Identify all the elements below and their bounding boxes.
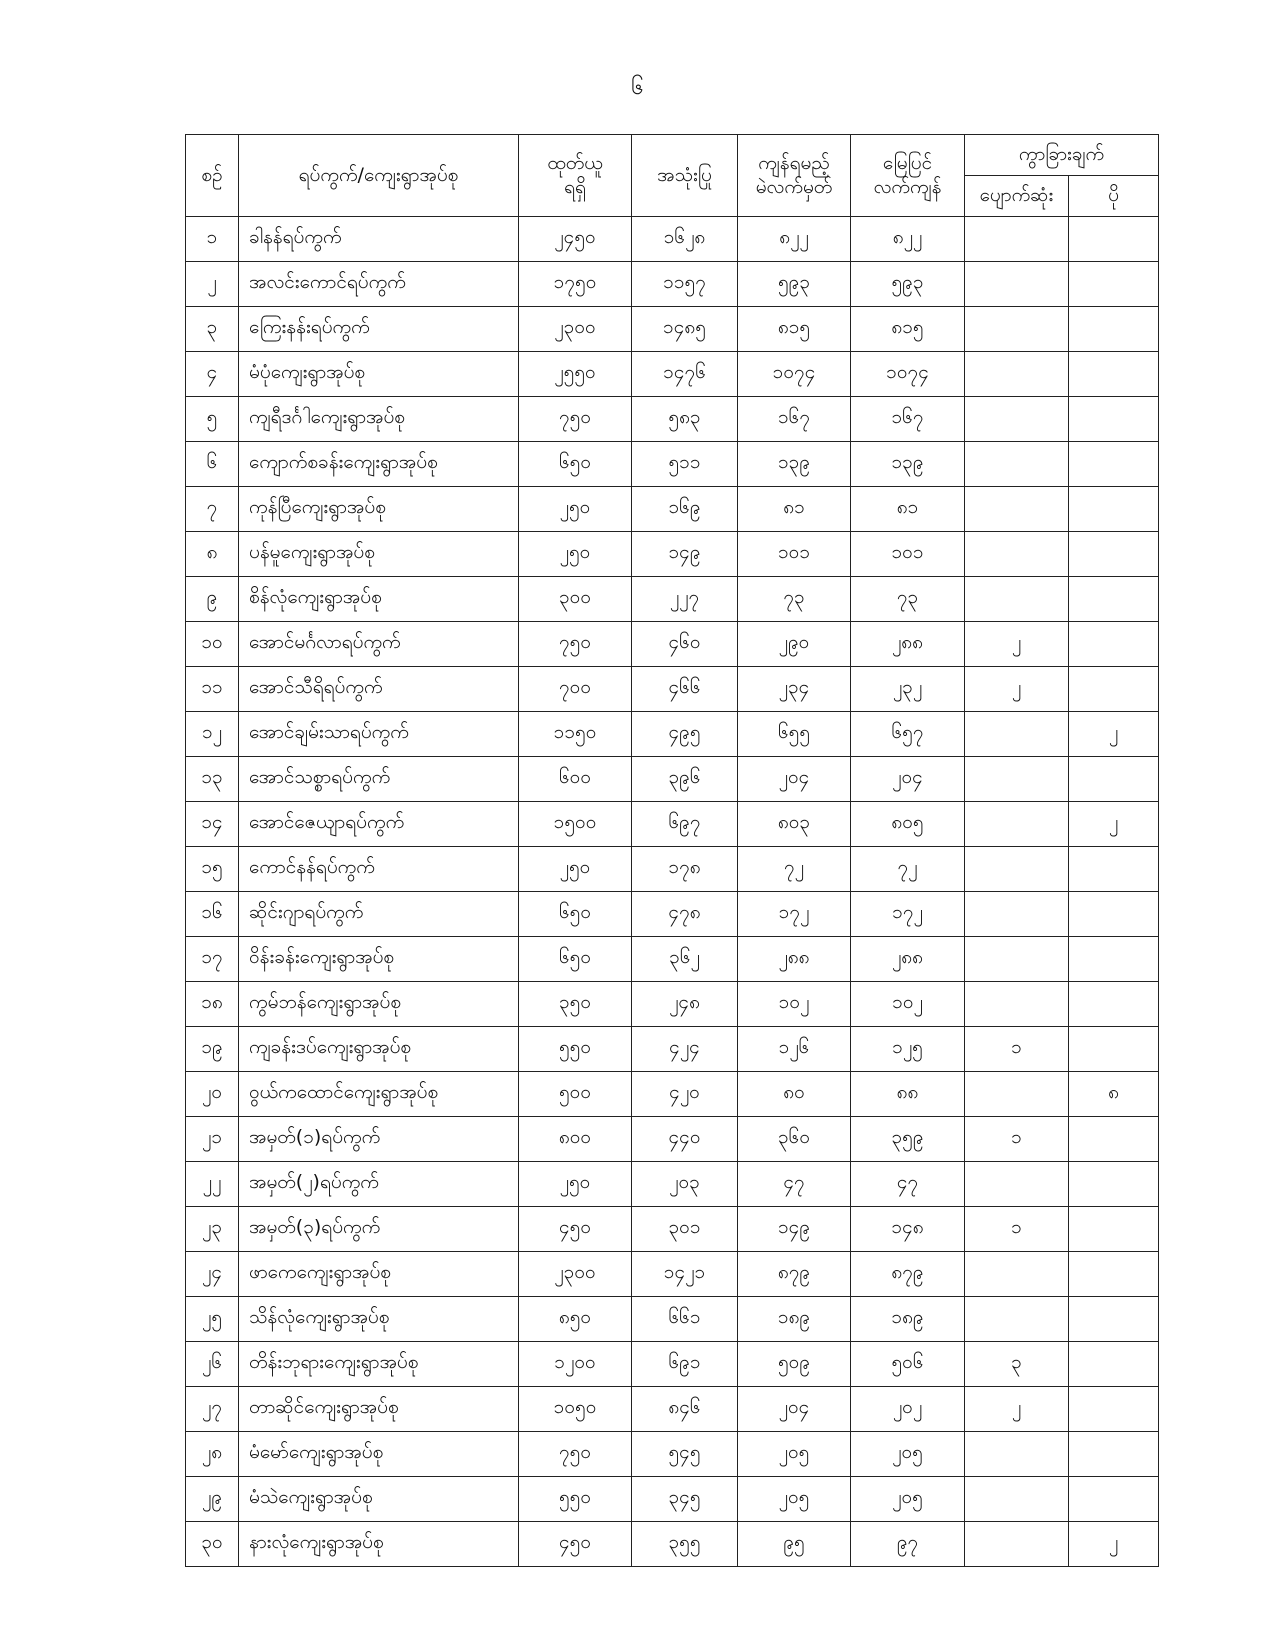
cell-extra: [1069, 1027, 1159, 1072]
table-row: [186, 1297, 1159, 1342]
table-row: [186, 1342, 1159, 1387]
cell-sr: ၂၈: [186, 1432, 239, 1477]
cell-extra: [1069, 577, 1159, 622]
cell-target: ၁၁၅၀: [519, 712, 632, 757]
cell-used: ၄၂၄: [632, 1027, 738, 1072]
cell-remaining: ၇၂: [738, 847, 851, 892]
cell-name: တာဆိုင်ကျေးရွာအုပ်စု: [239, 1387, 519, 1432]
cell-target: ၂၅၀: [519, 847, 632, 892]
cell-remaining: ၈၁: [738, 487, 851, 532]
header-actual-line2: လက်ကျန်: [873, 175, 942, 198]
cell-sr: ၃၀: [186, 1522, 239, 1567]
cell-lost: [965, 487, 1069, 532]
cell-remaining: ၅၉၃: [738, 262, 851, 307]
cell-remaining: ၂၈၈: [738, 937, 851, 982]
cell-name: ကုန်ပြီကျေးရွာအုပ်စု: [239, 487, 519, 532]
ballot-summary-table: [185, 134, 1159, 1567]
cell-extra: [1069, 892, 1159, 937]
cell-target: ၈၅၀: [519, 1297, 632, 1342]
cell-sr: ၂၅: [186, 1297, 239, 1342]
header-difference: ကွာခြားချက်: [965, 135, 1159, 176]
cell-used: ၃၅၅: [632, 1522, 738, 1567]
cell-sr: ၁၂: [186, 712, 239, 757]
cell-remaining: ၉၅: [738, 1522, 851, 1567]
cell-used: ၁၄၈၅: [632, 307, 738, 352]
cell-extra: [1069, 982, 1159, 1027]
cell-actual: ၁၀၁: [851, 532, 965, 577]
cell-extra: [1069, 442, 1159, 487]
cell-name: ကျခန်းဒပ်ကျေးရွာအုပ်စု: [239, 1027, 519, 1072]
cell-target: ၂၅၅၀: [519, 352, 632, 397]
cell-remaining: ၂၃၄: [738, 667, 851, 712]
cell-actual: ၁၆၇: [851, 397, 965, 442]
cell-target: ၃၀၀: [519, 577, 632, 622]
cell-remaining: ၂၉၀: [738, 622, 851, 667]
cell-extra: [1069, 1117, 1159, 1162]
cell-extra: [1069, 487, 1159, 532]
cell-name: အောင်သီရိရပ်ကွက်: [239, 667, 519, 712]
cell-extra: [1069, 217, 1159, 262]
cell-used: ၁၆၉: [632, 487, 738, 532]
cell-target: ၅၅၀: [519, 1027, 632, 1072]
cell-used: ၃၉၆: [632, 757, 738, 802]
cell-lost: [965, 397, 1069, 442]
cell-extra: [1069, 937, 1159, 982]
cell-extra: [1069, 1252, 1159, 1297]
cell-actual: ၈၁: [851, 487, 965, 532]
cell-used: ၁၄၇၆: [632, 352, 738, 397]
cell-actual: ၂၀၅: [851, 1432, 965, 1477]
cell-actual: ၂၃၂: [851, 667, 965, 712]
cell-target: ၂၄၅၀: [519, 217, 632, 262]
cell-sr: ၂၀: [186, 1072, 239, 1117]
cell-target: ၇၀၀: [519, 667, 632, 712]
cell-remaining: ၁၀၇၄: [738, 352, 851, 397]
cell-lost: ၁: [965, 1207, 1069, 1252]
cell-sr: ၂၉: [186, 1477, 239, 1522]
cell-used: ၁၆၂၈: [632, 217, 738, 262]
cell-extra: [1069, 1162, 1159, 1207]
cell-actual: ၈၇၉: [851, 1252, 965, 1297]
cell-target: ၇၅၀: [519, 622, 632, 667]
cell-actual: ၁၀၇၄: [851, 352, 965, 397]
cell-lost: [965, 1477, 1069, 1522]
cell-name: ဝွယ်ကထောင်ကျေးရွာအုပ်စု: [239, 1072, 519, 1117]
cell-used: ၂၄၈: [632, 982, 738, 1027]
cell-name: အောင်ချမ်းသာရပ်ကွက်: [239, 712, 519, 757]
cell-name: အလင်းကောင်ရပ်ကွက်: [239, 262, 519, 307]
cell-remaining: ၆၅၅: [738, 712, 851, 757]
table-row: [186, 937, 1159, 982]
cell-sr: ၉: [186, 577, 239, 622]
table-row: [186, 1117, 1159, 1162]
cell-used: ၁၄၉: [632, 532, 738, 577]
cell-target: ၂၅၀: [519, 532, 632, 577]
cell-actual: ၁၄၈: [851, 1207, 965, 1252]
table-row: [186, 397, 1159, 442]
table-row: [186, 307, 1159, 352]
cell-name: ကွမ်ဘန်ကျေးရွာအုပ်စု: [239, 982, 519, 1027]
table-row: [186, 667, 1159, 712]
cell-remaining: ၄၇: [738, 1162, 851, 1207]
cell-extra: [1069, 757, 1159, 802]
header-remaining: [738, 135, 851, 217]
cell-used: ၃၀၁: [632, 1207, 738, 1252]
cell-target: ၂၃၀၀: [519, 307, 632, 352]
cell-name: အောင်သစ္စာရပ်ကွက်: [239, 757, 519, 802]
cell-used: ၄၉၅: [632, 712, 738, 757]
cell-actual: ၄၇: [851, 1162, 965, 1207]
cell-lost: ၃: [965, 1342, 1069, 1387]
table-row: [186, 757, 1159, 802]
table-row: [186, 262, 1159, 307]
cell-used: ၈၄၆: [632, 1387, 738, 1432]
table-row: [186, 1252, 1159, 1297]
table-row: [186, 1072, 1159, 1117]
cell-lost: ၂: [965, 1387, 1069, 1432]
cell-used: ၄၇၈: [632, 892, 738, 937]
cell-actual: ၂၀၂: [851, 1387, 965, 1432]
cell-used: ၆၆၁: [632, 1297, 738, 1342]
cell-remaining: ၁၀၁: [738, 532, 851, 577]
cell-name: အမှတ်(၂)ရပ်ကွက်: [239, 1162, 519, 1207]
table-row: [186, 1027, 1159, 1072]
cell-name: ဖာကေကျေးရွာအုပ်စု: [239, 1252, 519, 1297]
cell-name: မံမော်ကျေးရွာအုပ်စု: [239, 1432, 519, 1477]
cell-used: ၁၁၅၇: [632, 262, 738, 307]
cell-name: ပန်မူကျေးရွာအုပ်စု: [239, 532, 519, 577]
cell-remaining: ၈၁၅: [738, 307, 851, 352]
cell-extra: ၂: [1069, 802, 1159, 847]
cell-used: ၆၉၇: [632, 802, 738, 847]
cell-extra: [1069, 1207, 1159, 1252]
cell-extra: [1069, 352, 1159, 397]
table-row: [186, 892, 1159, 937]
cell-actual: ၈၂၂: [851, 217, 965, 262]
cell-used: ၃၄၅: [632, 1477, 738, 1522]
table-row: [186, 1477, 1159, 1522]
cell-lost: [965, 757, 1069, 802]
cell-used: ၄၂၀: [632, 1072, 738, 1117]
cell-extra: [1069, 667, 1159, 712]
cell-actual: ၁၈၉: [851, 1297, 965, 1342]
cell-lost: ၁: [965, 1027, 1069, 1072]
cell-extra: ၂: [1069, 712, 1159, 757]
table-row: [186, 352, 1159, 397]
page-number: ၆: [631, 75, 644, 100]
cell-used: ၆၉၁: [632, 1342, 738, 1387]
table-row: [186, 622, 1159, 667]
cell-used: ၁၇၈: [632, 847, 738, 892]
cell-used: ၄၆၆: [632, 667, 738, 712]
cell-actual: ၁၃၉: [851, 442, 965, 487]
cell-lost: [965, 307, 1069, 352]
cell-name: အောင်ဇေယျာရပ်ကွက်: [239, 802, 519, 847]
cell-extra: [1069, 397, 1159, 442]
cell-sr: ၂၆: [186, 1342, 239, 1387]
cell-actual: ၂၈၈: [851, 937, 965, 982]
cell-extra: [1069, 1477, 1159, 1522]
table-header: [186, 135, 1159, 217]
table-row: [186, 1162, 1159, 1207]
cell-target: ၆၅၀: [519, 937, 632, 982]
table-row: [186, 532, 1159, 577]
cell-lost: ၂: [965, 667, 1069, 712]
cell-actual: ၈၀၅: [851, 802, 965, 847]
table-row: [186, 1387, 1159, 1432]
cell-lost: [965, 982, 1069, 1027]
cell-target: ၄၅၀: [519, 1522, 632, 1567]
cell-actual: ၁၂၅: [851, 1027, 965, 1072]
header-used: အသုံးပြု: [632, 135, 738, 217]
cell-target: ၄၅၀: [519, 1207, 632, 1252]
cell-remaining: ၃၆၀: [738, 1117, 851, 1162]
header-target-line2: ရရှိ: [564, 175, 586, 198]
cell-actual: ၈၁၅: [851, 307, 965, 352]
cell-extra: [1069, 622, 1159, 667]
cell-remaining: ၂၀၅: [738, 1477, 851, 1522]
cell-extra: [1069, 262, 1159, 307]
cell-sr: ၈: [186, 532, 239, 577]
cell-actual: ၂၈၈: [851, 622, 965, 667]
cell-used: ၁၄၂၁: [632, 1252, 738, 1297]
cell-lost: [965, 442, 1069, 487]
table-row: [186, 982, 1159, 1027]
cell-sr: ၂: [186, 262, 239, 307]
cell-lost: ၁: [965, 1117, 1069, 1162]
cell-lost: [965, 1432, 1069, 1477]
cell-sr: ၂၄: [186, 1252, 239, 1297]
cell-lost: ၂: [965, 622, 1069, 667]
cell-remaining: ၂၀၄: [738, 1387, 851, 1432]
cell-actual: ၆၅၇: [851, 712, 965, 757]
cell-sr: ၁၈: [186, 982, 239, 1027]
table-row: [186, 442, 1159, 487]
cell-target: ၆၅၀: [519, 442, 632, 487]
cell-actual: ၂၀၅: [851, 1477, 965, 1522]
cell-sr: ၁၅: [186, 847, 239, 892]
cell-name: ကျရီဒင်္ဂါကျေးရွာအုပ်စု: [239, 397, 519, 442]
cell-lost: [965, 1072, 1069, 1117]
cell-lost: [965, 217, 1069, 262]
header-difference-extra: ပို: [1069, 176, 1159, 217]
cell-target: ၆၀၀: [519, 757, 632, 802]
cell-target: ၁၀၅၀: [519, 1387, 632, 1432]
cell-sr: ၆: [186, 442, 239, 487]
table-row: [186, 1522, 1159, 1567]
cell-sr: ၁၆: [186, 892, 239, 937]
cell-name: ခါနန်ရပ်ကွက်: [239, 217, 519, 262]
cell-used: ၄၄၀: [632, 1117, 738, 1162]
cell-actual: ၈၈: [851, 1072, 965, 1117]
cell-target: ၂၃၀၀: [519, 1252, 632, 1297]
cell-name: အောင်မင်္ဂလာရပ်ကွက်: [239, 622, 519, 667]
cell-sr: ၇: [186, 487, 239, 532]
cell-actual: ၃၅၉: [851, 1117, 965, 1162]
cell-lost: [965, 1522, 1069, 1567]
cell-target: ၆၅၀: [519, 892, 632, 937]
cell-target: ၃၅၀: [519, 982, 632, 1027]
cell-lost: [965, 1252, 1069, 1297]
header-remaining-line2: မဲလက်မှတ်: [755, 175, 833, 198]
cell-remaining: ၁၂၆: [738, 1027, 851, 1072]
cell-used: ၂၀၃: [632, 1162, 738, 1207]
cell-remaining: ၈၂၂: [738, 217, 851, 262]
table-row: [186, 217, 1159, 262]
table-body: [186, 217, 1159, 1567]
cell-lost: [965, 847, 1069, 892]
cell-actual: ၇၂: [851, 847, 965, 892]
cell-remaining: ၈၀၃: [738, 802, 851, 847]
cell-remaining: ၁၀၂: [738, 982, 851, 1027]
cell-sr: ၂၁: [186, 1117, 239, 1162]
cell-extra: ၈: [1069, 1072, 1159, 1117]
table-row: [186, 1432, 1159, 1477]
cell-sr: ၂၂: [186, 1162, 239, 1207]
cell-name: မံပုံကျေးရွာအုပ်စု: [239, 352, 519, 397]
cell-target: ၈၀၀: [519, 1117, 632, 1162]
cell-extra: [1069, 1342, 1159, 1387]
cell-remaining: ၇၃: [738, 577, 851, 622]
table-row: [186, 712, 1159, 757]
table-row: [186, 847, 1159, 892]
cell-remaining: ၂၀၄: [738, 757, 851, 802]
cell-name: အမှတ်(၁)ရပ်ကွက်: [239, 1117, 519, 1162]
cell-actual: ၅၉၃: [851, 262, 965, 307]
header-difference-lost: ပျောက်ဆုံး: [965, 176, 1069, 217]
cell-name: ကျောက်စခန်းကျေးရွာအုပ်စု: [239, 442, 519, 487]
cell-sr: ၁၄: [186, 802, 239, 847]
cell-used: ၅၈၃: [632, 397, 738, 442]
cell-lost: [965, 1162, 1069, 1207]
cell-extra: [1069, 532, 1159, 577]
cell-extra: [1069, 1297, 1159, 1342]
cell-name: ဆိုင်းဂျာရပ်ကွက်: [239, 892, 519, 937]
table-row: [186, 577, 1159, 622]
cell-target: ၅၅၀: [519, 1477, 632, 1522]
cell-extra: [1069, 307, 1159, 352]
cell-actual: ၂၀၄: [851, 757, 965, 802]
cell-remaining: ၁၃၉: [738, 442, 851, 487]
header-actual-line1: မြေပြင်: [882, 151, 933, 174]
cell-used: ၄၆၀: [632, 622, 738, 667]
cell-sr: ၄: [186, 352, 239, 397]
cell-name: မံသဲကျေးရွာအုပ်စု: [239, 1477, 519, 1522]
header-target: [519, 135, 632, 217]
cell-target: ၁၂၀၀: [519, 1342, 632, 1387]
cell-remaining: ၈၇၉: [738, 1252, 851, 1297]
cell-used: ၂၂၇: [632, 577, 738, 622]
cell-remaining: ၁၈၉: [738, 1297, 851, 1342]
cell-lost: [965, 802, 1069, 847]
cell-lost: [965, 937, 1069, 982]
cell-name: အမှတ်(၃)ရပ်ကွက်: [239, 1207, 519, 1252]
cell-remaining: ၅၀၉: [738, 1342, 851, 1387]
cell-sr: ၃: [186, 307, 239, 352]
cell-lost: [965, 712, 1069, 757]
cell-remaining: ၁၆၇: [738, 397, 851, 442]
cell-target: ၅၀၀: [519, 1072, 632, 1117]
header-remaining-line1: ကျန်ရမည့်: [758, 151, 830, 174]
cell-sr: ၁၀: [186, 622, 239, 667]
cell-remaining: ၂၀၅: [738, 1432, 851, 1477]
cell-lost: [965, 1297, 1069, 1342]
cell-target: ၂၅၀: [519, 1162, 632, 1207]
header-target-line1: ထုတ်ယူ: [547, 151, 603, 174]
cell-sr: ၁၉: [186, 1027, 239, 1072]
cell-sr: ၁၃: [186, 757, 239, 802]
cell-target: ၁၇၅၀: [519, 262, 632, 307]
cell-used: ၅၁၁: [632, 442, 738, 487]
cell-name: တိန်းဘုရားကျေးရွာအုပ်စု: [239, 1342, 519, 1387]
cell-name: နားလုံကျေးရွာအုပ်စု: [239, 1522, 519, 1567]
header-actual: [851, 135, 965, 217]
cell-remaining: ၁၇၂: [738, 892, 851, 937]
cell-target: ၂၅၀: [519, 487, 632, 532]
cell-lost: [965, 892, 1069, 937]
cell-sr: ၂၇: [186, 1387, 239, 1432]
cell-extra: ၂: [1069, 1522, 1159, 1567]
table-row: [186, 802, 1159, 847]
cell-actual: ၁၇၂: [851, 892, 965, 937]
cell-actual: ၇၃: [851, 577, 965, 622]
cell-target: ၇၅၀: [519, 1432, 632, 1477]
cell-sr: ၁၁: [186, 667, 239, 712]
cell-remaining: ၈၀: [738, 1072, 851, 1117]
cell-lost: [965, 532, 1069, 577]
cell-remaining: ၁၄၉: [738, 1207, 851, 1252]
cell-used: ၅၄၅: [632, 1432, 738, 1477]
cell-extra: [1069, 847, 1159, 892]
cell-extra: [1069, 1432, 1159, 1477]
cell-actual: ၉၇: [851, 1522, 965, 1567]
cell-actual: ၁၀၂: [851, 982, 965, 1027]
cell-extra: [1069, 1387, 1159, 1432]
cell-used: ၃၆၂: [632, 937, 738, 982]
cell-name: စိန်လုံကျေးရွာအုပ်စု: [239, 577, 519, 622]
cell-sr: ၁: [186, 217, 239, 262]
cell-lost: [965, 352, 1069, 397]
cell-lost: [965, 577, 1069, 622]
cell-name: ကြေးနန်းရပ်ကွက်: [239, 307, 519, 352]
cell-name: ဝိန်းခန်းကျေးရွာအုပ်စု: [239, 937, 519, 982]
table-row: [186, 1207, 1159, 1252]
header-sr: စဉ်: [186, 135, 239, 217]
cell-target: ၁၅၀၀: [519, 802, 632, 847]
cell-sr: ၁၇: [186, 937, 239, 982]
cell-name: ကောင်နန်ရပ်ကွက်: [239, 847, 519, 892]
cell-sr: ၂၃: [186, 1207, 239, 1252]
cell-target: ၇၅၀: [519, 397, 632, 442]
cell-name: သိန်လုံကျေးရွာအုပ်စု: [239, 1297, 519, 1342]
table-row: [186, 487, 1159, 532]
cell-sr: ၅: [186, 397, 239, 442]
header-name: ရပ်ကွက်/ကျေးရွာအုပ်စု: [239, 135, 519, 217]
cell-lost: [965, 262, 1069, 307]
cell-actual: ၅၀၆: [851, 1342, 965, 1387]
